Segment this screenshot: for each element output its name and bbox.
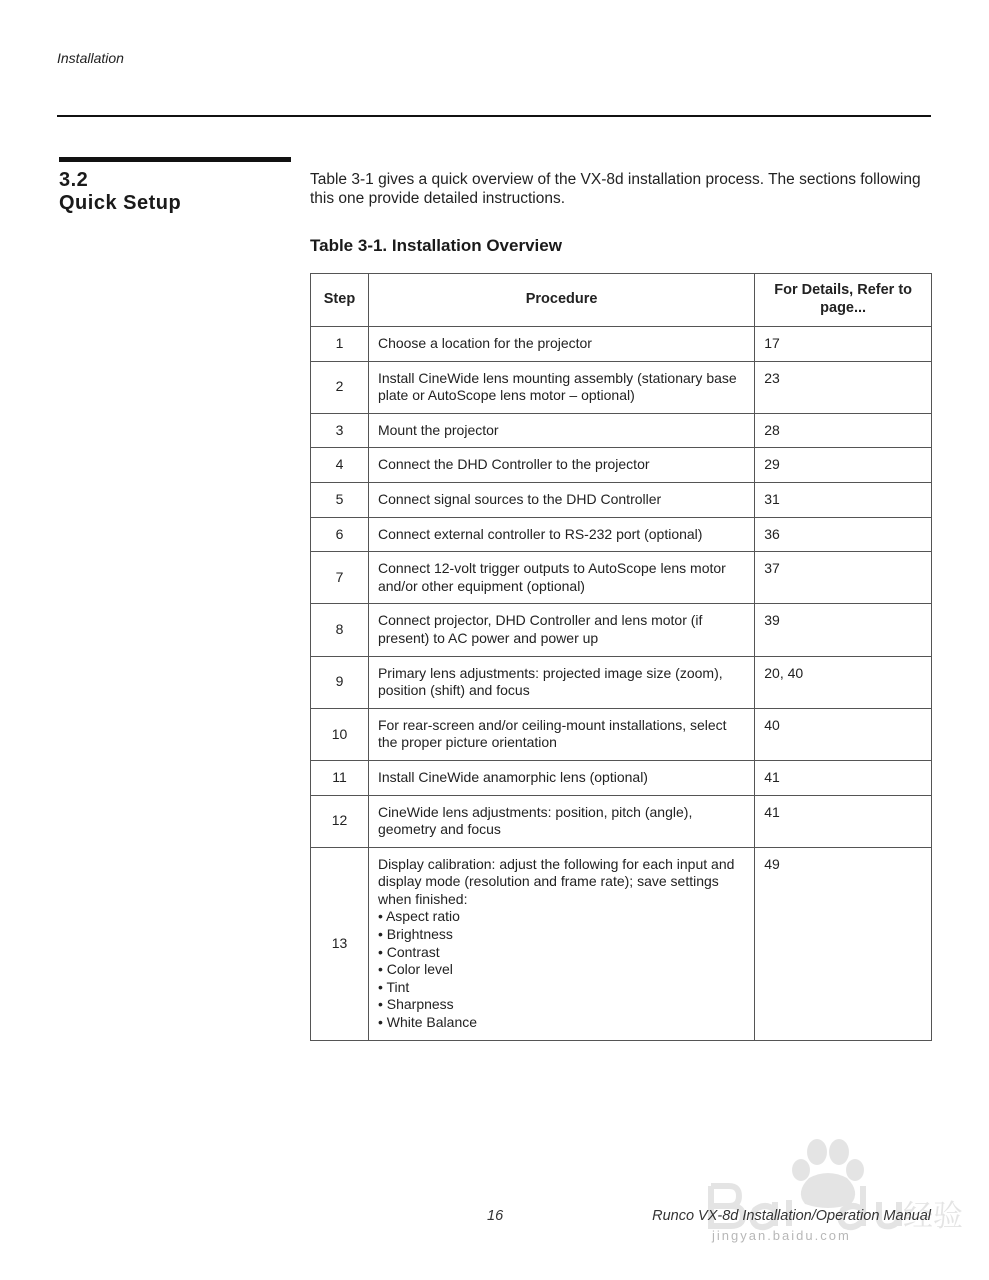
bullet-item: • White Balance bbox=[377, 1014, 478, 1031]
footer-page-number: 16 bbox=[487, 1208, 504, 1224]
page-cell: 36 bbox=[755, 517, 932, 552]
page-cell: 41 bbox=[755, 760, 932, 795]
page-cell: 17 bbox=[755, 327, 932, 362]
watermark-text: jingyan.baidu.com bbox=[712, 1228, 851, 1243]
section-number: 3.2 bbox=[59, 169, 89, 191]
page-cell: 23 bbox=[755, 361, 932, 413]
installation-overview-table bbox=[310, 273, 932, 1041]
footer-manual-title: Runco VX-8d Installation/Operation Manual bbox=[652, 1208, 931, 1224]
bullet-item: • Color level bbox=[377, 961, 453, 978]
table-row bbox=[311, 517, 932, 552]
bullet-item: • Aspect ratio bbox=[377, 908, 460, 925]
page-cell: 40 bbox=[755, 708, 932, 760]
page-cell: 37 bbox=[755, 552, 932, 604]
page-cell: 20, 40 bbox=[755, 656, 932, 708]
procedure-cell: Install CineWide anamorphic lens (optional) bbox=[368, 760, 754, 795]
procedure-cell bbox=[368, 847, 754, 1040]
step-cell: 10 bbox=[311, 708, 369, 760]
step-cell: 12 bbox=[311, 795, 369, 847]
procedure-cell: Install CineWide lens mounting assembly (stationary base plate or AutoScope lens motor – optional) bbox=[368, 361, 754, 413]
step-cell: 9 bbox=[311, 656, 369, 708]
procedure-cell: Primary lens adjustments: projected image size (zoom), position (shift) and focus bbox=[368, 656, 754, 708]
step-cell: 7 bbox=[311, 552, 369, 604]
running-head: Installation bbox=[57, 50, 124, 66]
bullet-item: • Brightness bbox=[377, 926, 453, 943]
procedure-cell: Connect 12-volt trigger outputs to AutoScope lens motor and/or other equipment (optional) bbox=[368, 552, 754, 604]
procedure-text: Display calibration: adjust the following for each input and display mode (resolution and frame rate); save settings when finished: bbox=[377, 855, 735, 907]
table-row bbox=[311, 795, 932, 847]
step-cell: 4 bbox=[311, 448, 369, 483]
page-cell: 49 bbox=[755, 847, 932, 1040]
table-row bbox=[311, 656, 932, 708]
procedure-cell: CineWide lens adjustments: position, pitch (angle), geometry and focus bbox=[368, 795, 754, 847]
table-row bbox=[311, 482, 932, 517]
procedure-cell: Connect the DHD Controller to the projector bbox=[368, 448, 754, 483]
bullet-item: • Tint bbox=[377, 978, 410, 995]
procedure-cell: Mount the projector bbox=[368, 413, 754, 448]
page-cell: 29 bbox=[755, 448, 932, 483]
step-cell: 5 bbox=[311, 482, 369, 517]
table-row bbox=[311, 760, 932, 795]
page-cell: 39 bbox=[755, 604, 932, 656]
bullet-item: • Sharpness bbox=[377, 996, 454, 1013]
intro-paragraph: Table 3-1 gives a quick overview of the VX-8d installation process. The sections following this one provide detailed instructions. bbox=[310, 171, 921, 207]
step-cell: 6 bbox=[311, 517, 369, 552]
svg-text:经验: 经验 bbox=[903, 1199, 963, 1234]
header-rule bbox=[57, 115, 931, 117]
page-cell: 41 bbox=[755, 795, 932, 847]
column-header-step: Step bbox=[311, 274, 369, 327]
procedure-cell: Connect signal sources to the DHD Controller bbox=[368, 482, 754, 517]
bullet-item: • Contrast bbox=[377, 943, 440, 960]
step-cell: 3 bbox=[311, 413, 369, 448]
table-row bbox=[311, 604, 932, 656]
table-row bbox=[311, 413, 932, 448]
step-cell: 1 bbox=[311, 327, 369, 362]
table-row bbox=[311, 708, 932, 760]
step-cell: 8 bbox=[311, 604, 369, 656]
page-cell: 31 bbox=[755, 482, 932, 517]
table-row bbox=[311, 847, 932, 1040]
table-row bbox=[311, 552, 932, 604]
table-row bbox=[311, 361, 932, 413]
table-caption: Table 3-1. Installation Overview bbox=[310, 236, 562, 255]
procedure-cell: For rear-screen and/or ceiling-mount installations, select the proper picture orientation bbox=[368, 708, 754, 760]
column-header-procedure: Procedure bbox=[368, 274, 754, 327]
procedure-cell: Connect external controller to RS-232 port (optional) bbox=[368, 517, 754, 552]
table-header-row bbox=[311, 274, 932, 327]
page-cell: 28 bbox=[755, 413, 932, 448]
baidu-paw-watermark-icon bbox=[705, 1130, 963, 1270]
procedure-cell: Connect projector, DHD Controller and lens motor (if present) to AC power and power up bbox=[368, 604, 754, 656]
procedure-cell: Choose a location for the projector bbox=[368, 327, 754, 362]
step-cell: 11 bbox=[311, 760, 369, 795]
step-cell: 13 bbox=[311, 847, 369, 1040]
step-cell: 2 bbox=[311, 361, 369, 413]
section-bar bbox=[59, 157, 291, 162]
table-row bbox=[311, 327, 932, 362]
column-header-page: For Details, Refer to page... bbox=[755, 274, 932, 327]
table-row bbox=[311, 448, 932, 483]
section-title: Quick Setup bbox=[59, 192, 182, 214]
